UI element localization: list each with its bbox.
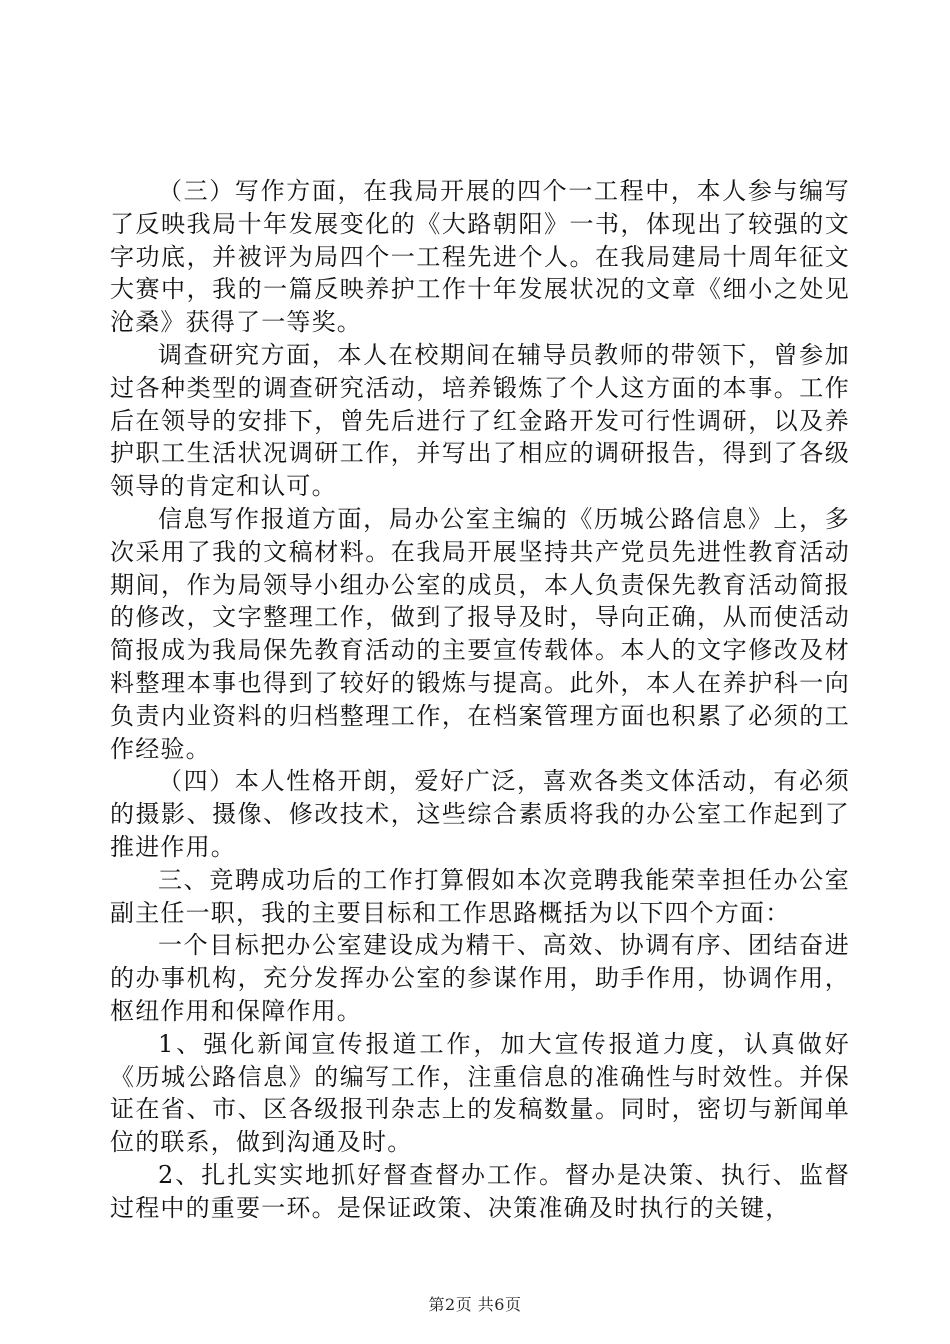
paragraph-work-plan-heading: 三、竞聘成功后的工作打算假如本次竞聘我能荣幸担任办公室副主任一职，我的主要目标和工作思路概括为以下四个方面： [110, 865, 850, 927]
document-body [110, 175, 850, 1225]
paragraph-goal: 一个目标把办公室建设成为精干、高效、协调有序、团结奋进的办事机构，充分发挥办公室的参谋作用，助手作用，协调作用，枢纽作用和保障作用。 [110, 931, 850, 1025]
paragraph-item-1: 1、强化新闻宣传报道工作，加大宣传报道力度，认真做好《历城公路信息》的编写工作，注重信息的准确性与时效性。并保证在省、市、区各级报刊杂志上的发稿数量。同时，密切与新闻单位的联系，做到沟通及时。 [110, 1029, 850, 1157]
paragraph-writing: （三）写作方面，在我局开展的四个一工程中，本人参与编写了反映我局十年发展变化的《大路朝阳》一书，体现出了较强的文字功底，并被评为局四个一工程先进个人。在我局建局十周年征文大赛中，我的一篇反映养护工作十年发展状况的文章《细小之处见沧桑》获得了一等奖。 [110, 177, 850, 337]
paragraph-personality: （四）本人性格开朗，爱好广泛，喜欢各类文体活动，有必须的摄影、摄像、修改技术，这些综合素质将我的办公室工作起到了推进作用。 [110, 767, 850, 861]
paragraph-item-2: 2、扎扎实实地抓好督查督办工作。督办是决策、执行、监督过程中的重要一环。是保证政策、决策准确及时执行的关键， [110, 1160, 850, 1222]
paragraph-research: 调查研究方面，本人在校期间在辅导员教师的带领下，曾参加过各种类型的调查研究活动，培养锻炼了个人这方面的本事。工作后在领导的安排下，曾先后进行了红金路开发可行性调研，以及养护职工生活状况调研工作，并写出了相应的调研报告，得到了各级领导的肯定和认可。 [110, 340, 850, 501]
page-number-footer: 第2页 共6页 [428, 1295, 522, 1314]
paragraph-information-reporting: 信息写作报道方面，局办公室主编的《历城公路信息》上，多次采用了我的文稿材料。在我局开展坚持共产党员先进性教育活动期间，作为局领导小组办公室的成员，本人负责保先教育活动简报的修改，文字整理工作，做到了报导及时，导向正确，从而使活动简报成为我局保先教育活动的主要宣传载体。本人的文字修改及材料整理本事也得到了较好的锻炼与提高。此外，本人在养护科一向负责内业资料的归档整理工作，在档案管理方面也积累了必须的工作经验。 [110, 504, 850, 763]
